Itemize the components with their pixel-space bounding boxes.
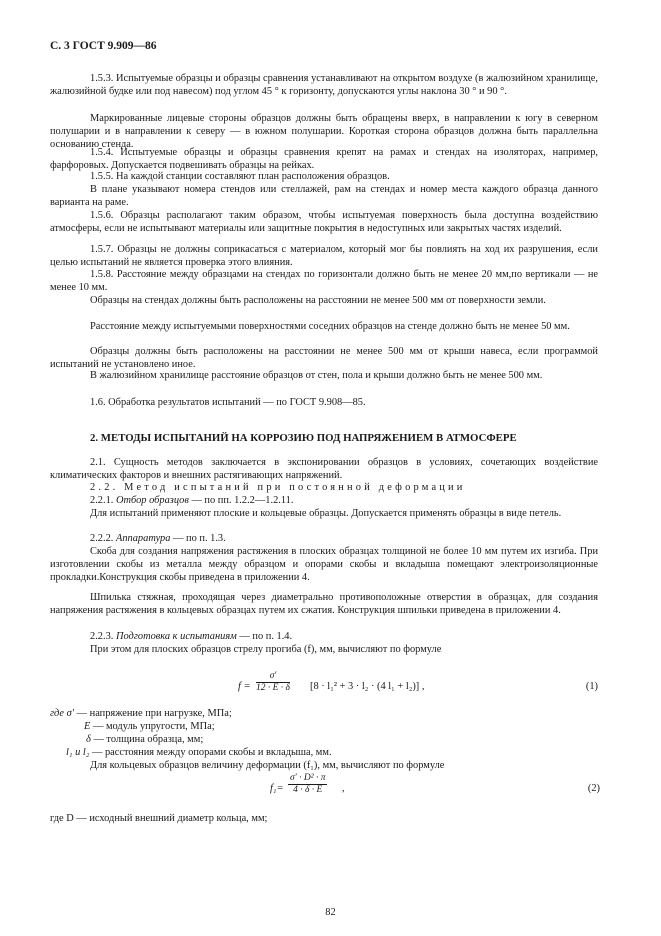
paragraph-bracket: Скоба для создания напряжения растяжения в плоских образцах толщиной не более 10 мм путем их изгиба. При изготовлении скобы из металла между образцом и опорами скобы и вкладыша помещают электроизоляционные прокладки.Конструкция скобы приведена в приложении 4. (50, 546, 598, 584)
formula-1-lhs: f = (238, 681, 251, 692)
where-item-delta: δ — толщина образца, мм; (86, 734, 204, 745)
formula-2-rhs: , (342, 783, 345, 794)
formula-2-lhs: f₁= (270, 783, 284, 794)
paragraph-flat-samples: Для испытаний применяют плоские и кольцевые образцы. Допускается применять образцы в виде петель. (90, 508, 562, 519)
paragraph-2-1: 2.1. Сущность методов заключается в экспонировании образцов в условиях, сочетающих воздействие климатических факторов и внешних растягивающих напряжений. (50, 457, 598, 482)
paragraph-1-5-8: 1.5.8. Расстояние между образцами на стендах по горизонтали должно быть не менее 20 мм,по вертикали — не менее 10 мм. (50, 269, 598, 294)
paragraph-ring: Для кольцевых образцов величину деформации (f₁), мм, вычисляют по формуле (90, 760, 445, 771)
formula-2-numerator: σ′ · D² · π (290, 773, 326, 783)
paragraph-1-5-4: 1.5.4. Испытуемые образцы и образцы сравнения крепят на рамах и стендах на изоляторах, например, фарфоровых. Допускается подвешивать образцы на рейках. (50, 147, 598, 172)
section-2-title: 2. МЕТОДЫ ИСПЫТАНИЙ НА КОРРОЗИЮ ПОД НАПРЯЖЕНИЕМ В АТМОСФЕРЕ (90, 432, 517, 444)
paragraph-ground: Образцы на стендах должны быть расположены на расстоянии не менее 500 мм от поверхности земли. (90, 295, 546, 306)
paragraph-deflection: При этом для плоских образцов стрелу прогиба (f), мм, вычисляют по формуле (90, 644, 442, 655)
paragraph-1-5-6: 1.5.6. Образцы располагают таким образом, чтобы испытуемая поверхность была доступна воздействию атмосферы, если не испытывают материалы или защитные покрытия в недоступных или закрытых частях изделий. (50, 210, 598, 235)
paragraph-louvre: В жалюзийном хранилище расстояние образцов от стен, пола и крыши должно быть не менее 500 мм. (90, 370, 543, 381)
formula-2-fraction (288, 773, 327, 796)
paragraph-1-5-7: 1.5.7. Образцы не должны соприкасаться с материалом, который мог бы повлиять на ход их разрушения, если целью испытаний не является проверка этого влияния. (50, 244, 598, 269)
formula-2-number: (2) (587, 783, 600, 794)
page-header: С. 3 ГОСТ 9.909—86 (50, 40, 157, 52)
formula-1-rhs: [8 · l₁² + 3 · l₂ · (4 l₁ + l₂)] , (310, 681, 425, 692)
paragraph-roof: Образцы должны быть расположены на расстоянии не менее 500 мм от крыши навеса, если программой испытаний не установлено иное. (50, 346, 598, 371)
page-number: 82 (325, 907, 336, 918)
formula-1-fraction (256, 671, 290, 694)
where-item-d: где D — исходный внешний диаметр кольца, мм; (50, 813, 268, 824)
paragraph-stud: Шпилька стяжная, проходящая через диаметрально противоположные отверстия в образцах, для создания напряжения растяжения в кольцевых образцах путем их сжатия. Конструкция шпильки приведена в приложении 4. (50, 592, 598, 617)
paragraph-orientation: Маркированные лицевые стороны образцов должны быть обращены вверх, в направлении к югу в северном полушарии и в направлении к северу — в южном полушарии. Короткая сторона образцов должна быть параллельна основанию стенда. (50, 113, 598, 151)
formula-1-denominator: 12 · E · δ (256, 683, 290, 693)
paragraph-plan: В плане указывают номера стендов или стеллажей, рам на стендах и номер места каждого образца данного варианта на раме. (50, 184, 598, 209)
where-item-sigma: где σ′ — напряжение при нагрузке, МПа; (50, 708, 232, 719)
paragraph-2-2-2: 2.2.2. Аппаратура — по п. 1.3. (90, 533, 226, 544)
formula-1-numerator: σ′ (256, 671, 290, 683)
paragraph-2-2-3: 2.2.3. Подготовка к испытаниям — по п. 1.4. (90, 631, 293, 642)
where-item-l: l₁ и l₂ — расстояния между опорами скобы и вкладыша, мм. (66, 747, 332, 758)
paragraph-2-2: 2.2. Метод испытаний при постоянной деформации (90, 482, 466, 493)
formula-1-number: (1) (585, 681, 598, 692)
formula-2-denominator: 4 · δ · E (293, 785, 323, 795)
paragraph-2-2-1: 2.2.1. Отбор образцов — по пп. 1.2.2—1.2.11. (90, 495, 294, 506)
formula-2 (270, 774, 600, 804)
where-item-e: E — модуль упругости, МПа; (84, 721, 215, 732)
paragraph-1-5-5: 1.5.5. На каждой станции составляют план расположения образцов. (90, 171, 390, 182)
formula-1 (238, 672, 598, 702)
paragraph-1-5-3: 1.5.3. Испытуемые образцы и образцы сравнения устанавливают на открытом воздухе (в жалюзийном хранилище, жалюзийной будке или под навесом) под углом 45 ° к горизонту, допускаются углы наклона 30 ° и 90 °. (50, 73, 598, 98)
paragraph-neighbor: Расстояние между испытуемыми поверхностями соседних образцов на стенде должно быть не менее 50 мм. (90, 321, 570, 332)
paragraph-1-6: 1.6. Обработка результатов испытаний — по ГОСТ 9.908—85. (90, 397, 366, 408)
